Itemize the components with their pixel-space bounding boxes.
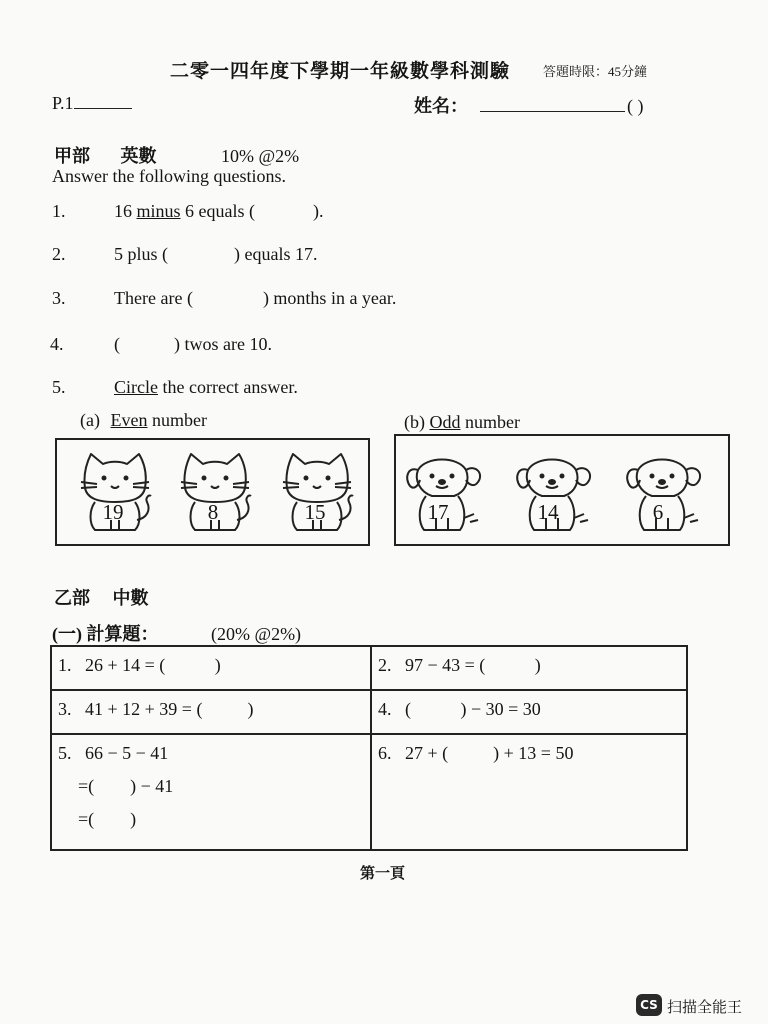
question-2 (52, 244, 318, 265)
question-text: There are ( (114, 288, 193, 308)
question-number: 4. (50, 334, 64, 354)
calculation-table (50, 645, 688, 851)
working-line: =( ) − 41 (78, 776, 174, 796)
dog-option[interactable] (404, 448, 484, 534)
item-number: 4. (378, 699, 392, 719)
table-row (51, 734, 687, 850)
cat-number: 8 (207, 500, 219, 524)
calc-item-3[interactable] (51, 690, 371, 734)
even-number-box (55, 438, 370, 546)
question-number: 3. (52, 288, 66, 308)
item-number: 5. (58, 743, 72, 763)
calculation-label: (一) 計算題： (52, 624, 159, 644)
item-equation: 26 + 14 = ( ) (85, 655, 221, 675)
working-line: =( ) (78, 809, 137, 829)
question-text: ). (313, 201, 324, 221)
item-number: 2. (378, 655, 392, 675)
part-a-label (80, 410, 207, 431)
table-row (51, 646, 687, 690)
odd-number-box (394, 434, 730, 546)
question-number: 1. (52, 201, 66, 221)
section-a-instruction: Answer the following questions. (52, 166, 286, 186)
part-letter: (b) (404, 412, 425, 432)
part-letter: (a) (80, 410, 100, 430)
scanner-logo: CS (636, 994, 662, 1016)
question-text: ( (114, 334, 120, 354)
item-number: 6. (378, 743, 392, 763)
dog-number: 17 (427, 500, 449, 524)
scanner-watermark: 扫描全能王 (667, 998, 743, 1016)
question-text: ) twos are 10. (174, 334, 272, 354)
dog-option[interactable] (514, 448, 594, 534)
table-row (51, 690, 687, 734)
item-equation: 66 − 5 − 41 (85, 743, 169, 763)
section-b-subject: 中數 (112, 588, 149, 608)
item-equation: 41 + 12 + 39 = ( ) (85, 699, 254, 719)
question-text: 6 equals ( (180, 201, 255, 221)
cat-number: 19 (102, 500, 124, 524)
question-1 (52, 201, 324, 222)
item-equation: 97 − 43 = ( ) (405, 655, 541, 675)
question-text: 5 plus ( (114, 244, 168, 264)
item-number: 3. (58, 699, 72, 719)
section-a-marks: 10% @2% (221, 146, 300, 166)
section-a-subject: 英數 (120, 146, 157, 166)
cat-option[interactable] (177, 448, 257, 534)
section-b-label: 乙部 (54, 588, 90, 608)
keyword-odd: Odd (429, 412, 461, 432)
class-number-paren: ( ) (627, 96, 644, 116)
cat-option[interactable] (77, 448, 157, 534)
class-label: P.1 (52, 93, 74, 113)
class-field (52, 92, 132, 114)
name-field (414, 92, 644, 118)
page-number: 第一頁 (360, 866, 406, 882)
part-text: number (460, 412, 520, 432)
class-blank[interactable] (74, 92, 132, 109)
time-limit: 答題時限：45分鐘 (543, 64, 648, 79)
section-b-marks: (20% @2%) (211, 624, 302, 644)
item-equation: ( ) − 30 = 30 (405, 699, 541, 719)
name-blank[interactable] (480, 95, 625, 112)
section-a-heading (54, 142, 299, 168)
section-b-heading (54, 584, 149, 610)
calc-item-2[interactable] (371, 646, 687, 690)
calc-item-1[interactable] (51, 646, 371, 690)
exam-title: 二零一四年度下學期一年級數學科測驗 (170, 61, 511, 82)
question-text: ) equals 17. (234, 244, 318, 264)
question-5 (52, 377, 298, 398)
question-text: ) months in a year. (262, 288, 397, 308)
section-a-label: 甲部 (54, 146, 90, 166)
part-b-label (404, 412, 520, 433)
dog-option[interactable] (624, 448, 704, 534)
cat-option[interactable] (279, 448, 359, 534)
keyword-circle: Circle (114, 377, 158, 397)
question-3 (52, 288, 397, 309)
calc-item-6[interactable] (371, 734, 687, 850)
item-number: 1. (58, 655, 72, 675)
question-number: 2. (52, 244, 66, 264)
keyword-even: Even (110, 410, 148, 430)
section-b-subheading (52, 620, 301, 646)
question-number: 5. (52, 377, 66, 397)
calc-item-5[interactable] (51, 734, 371, 850)
item-equation: 27 + ( ) + 13 = 50 (405, 743, 574, 763)
keyword-minus: minus (136, 201, 181, 221)
calc-item-4[interactable] (371, 690, 687, 734)
question-text: 16 (114, 201, 137, 221)
dog-number: 6 (652, 500, 664, 524)
part-text: number (147, 410, 207, 430)
dog-number: 14 (537, 500, 559, 524)
name-label: 姓名： (414, 96, 468, 116)
question-4 (50, 334, 272, 355)
cat-number: 15 (304, 500, 326, 524)
question-text: the correct answer. (157, 377, 298, 397)
